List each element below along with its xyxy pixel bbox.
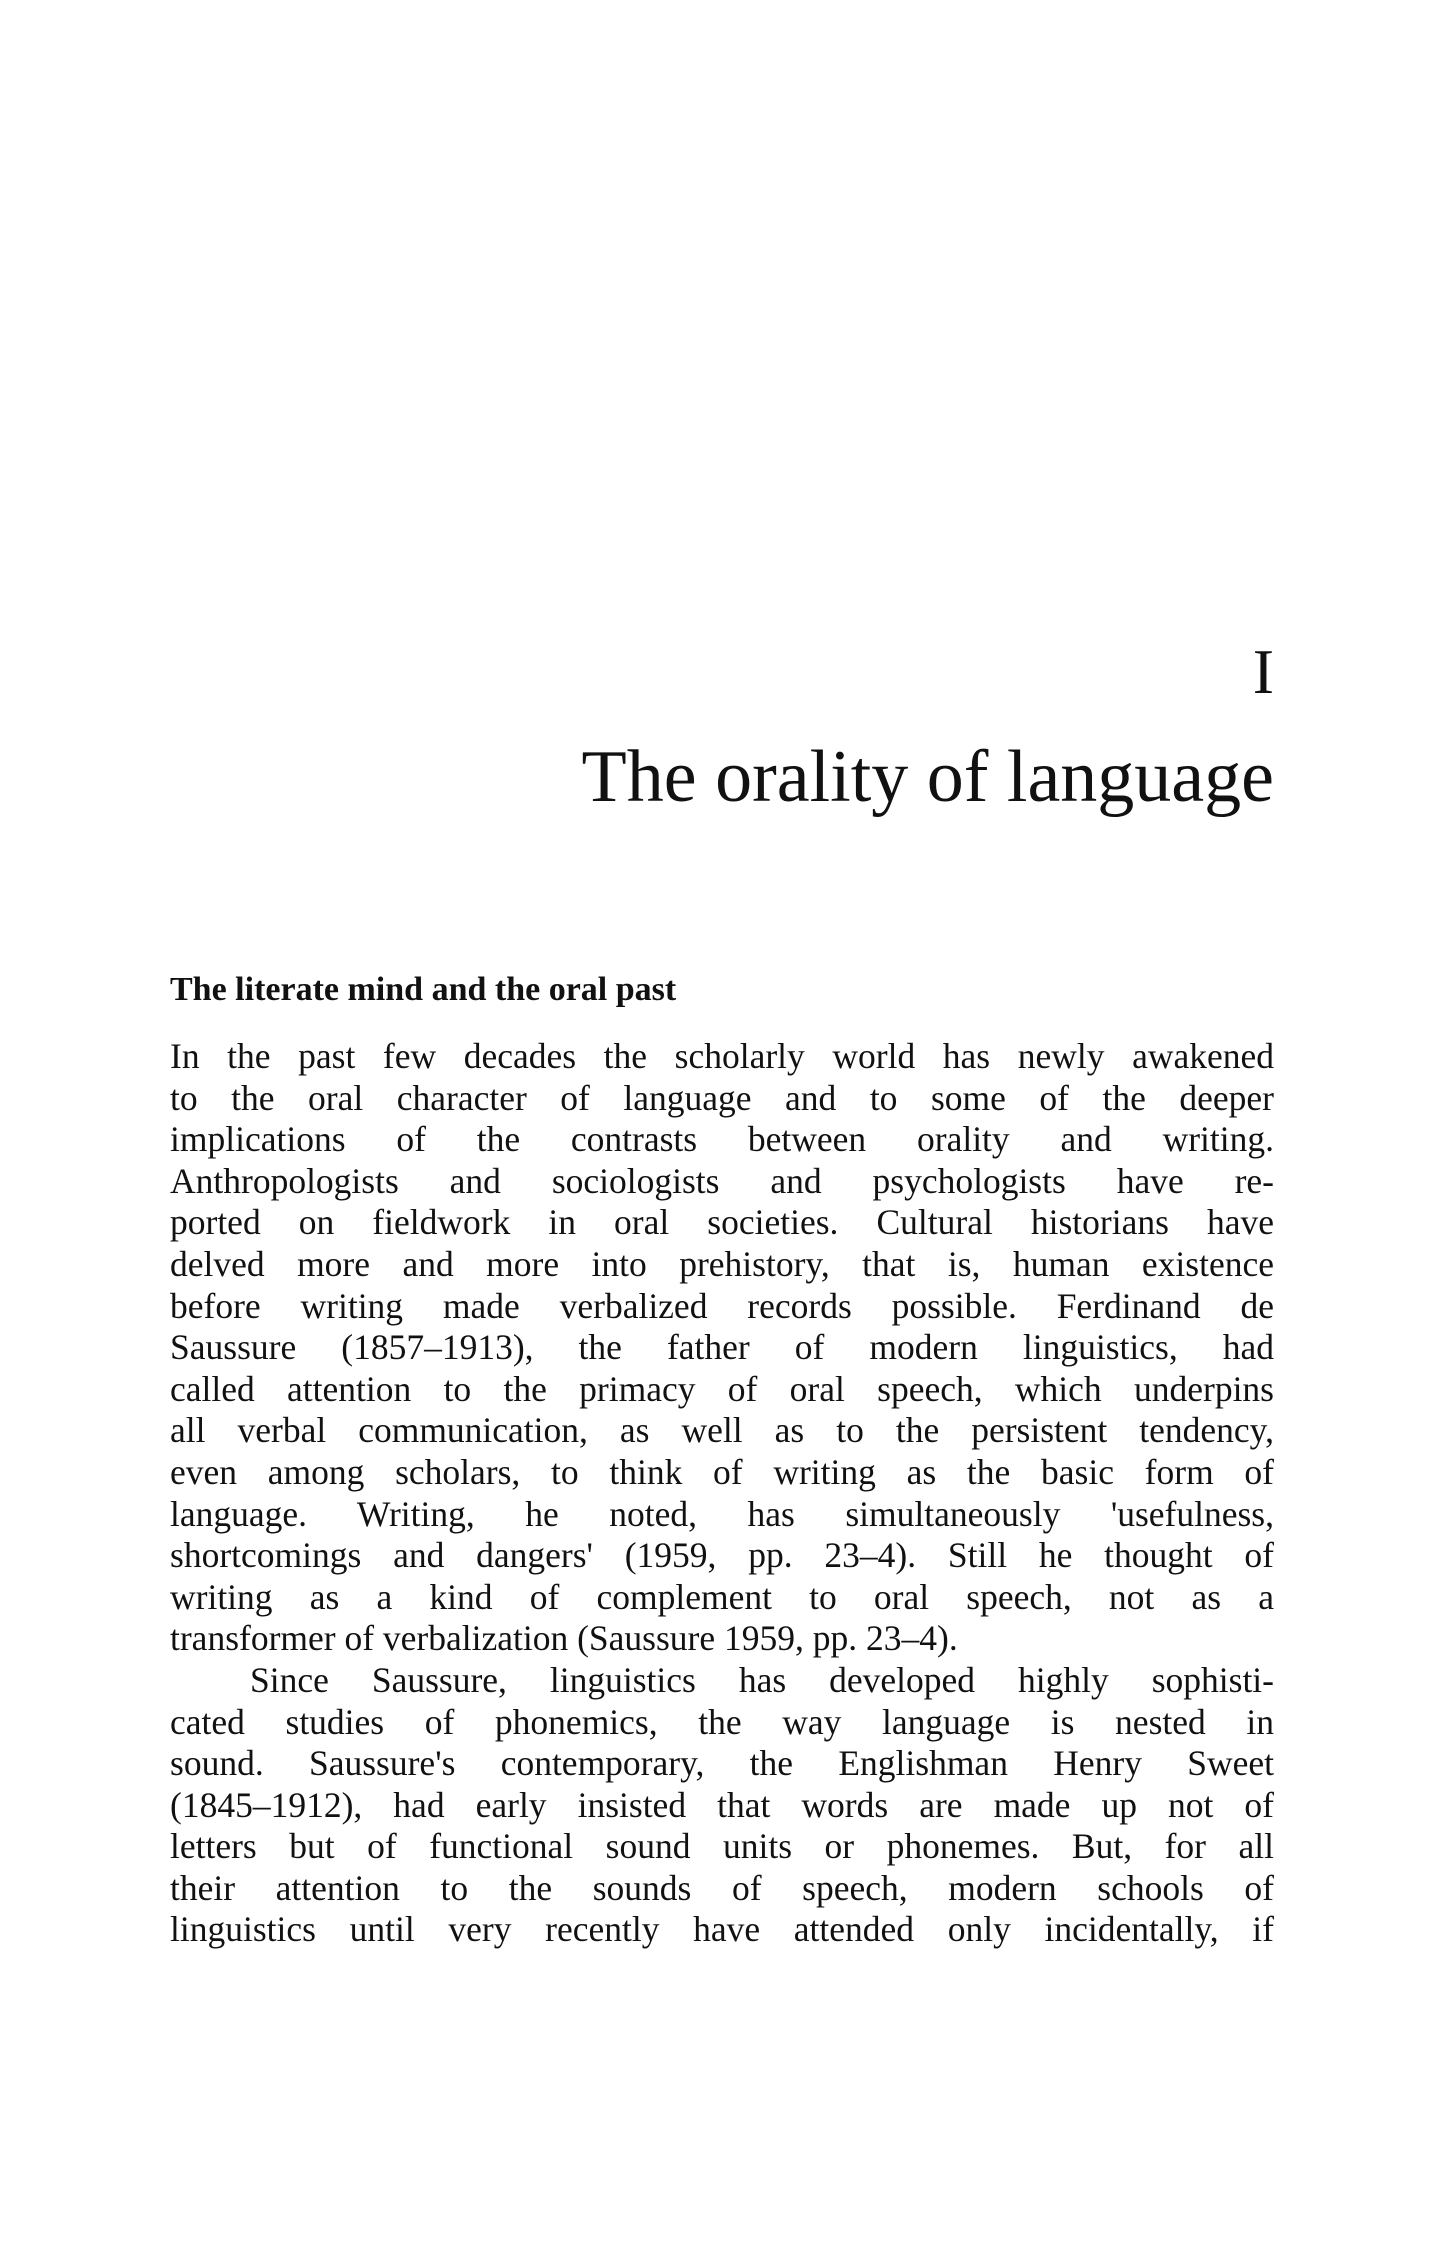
text-line: sound. Saussure's contemporary, the Englishman Henry Sweet xyxy=(170,1743,1274,1784)
chapter-number: I xyxy=(1252,636,1274,707)
text-line: letters but of functional sound units or phonemes. But, for all xyxy=(170,1826,1274,1867)
text-line: shortcomings and dangers' (1959, pp. 23–4). Still he thought of xyxy=(170,1535,1274,1576)
text-line: cated studies of phonemics, the way language is nested in xyxy=(170,1701,1274,1742)
text-line: delved more and more into prehistory, that is, human existence xyxy=(170,1243,1274,1284)
text-line: implications of the contrasts between orality and writing. xyxy=(170,1119,1274,1160)
text-line: language. Writing, he noted, has simultaneously 'usefulness, xyxy=(170,1493,1274,1534)
text-line: their attention to the sounds of speech, modern schools of xyxy=(170,1867,1274,1908)
text-line: Anthropologists and sociologists and psychologists have re- xyxy=(170,1160,1274,1201)
text-line: ported on fieldwork in oral societies. Cultural historians have xyxy=(170,1202,1274,1243)
text-line: all verbal communication, as well as to the persistent tendency, xyxy=(170,1410,1274,1451)
text-line: writing as a kind of complement to oral speech, not as a xyxy=(170,1576,1274,1617)
body-text xyxy=(170,1036,1274,1951)
text-line: before writing made verbalized records possible. Ferdinand de xyxy=(170,1285,1274,1326)
text-line: even among scholars, to think of writing as the basic form of xyxy=(170,1451,1274,1492)
text-line: transformer of verbalization (Saussure 1959, pp. 23–4). xyxy=(170,1618,958,1659)
text-line: to the oral character of language and to some of the deeper xyxy=(170,1077,1274,1118)
text-line: linguistics until very recently have attended only incidentally, if xyxy=(170,1909,1274,1950)
text-line: Since Saussure, linguistics has developed highly sophisti- xyxy=(250,1659,1274,1700)
text-line: called attention to the primacy of oral speech, which underpins xyxy=(170,1368,1274,1409)
text-line: Saussure (1857–1913), the father of modern linguistics, had xyxy=(170,1327,1274,1368)
text-line: In the past few decades the scholarly world has newly awakened xyxy=(170,1036,1274,1076)
section-heading: The literate mind and the oral past xyxy=(170,971,677,1008)
chapter-title: The orality of language xyxy=(581,736,1274,818)
text-line: (1845–1912), had early insisted that words are made up not of xyxy=(170,1784,1274,1825)
